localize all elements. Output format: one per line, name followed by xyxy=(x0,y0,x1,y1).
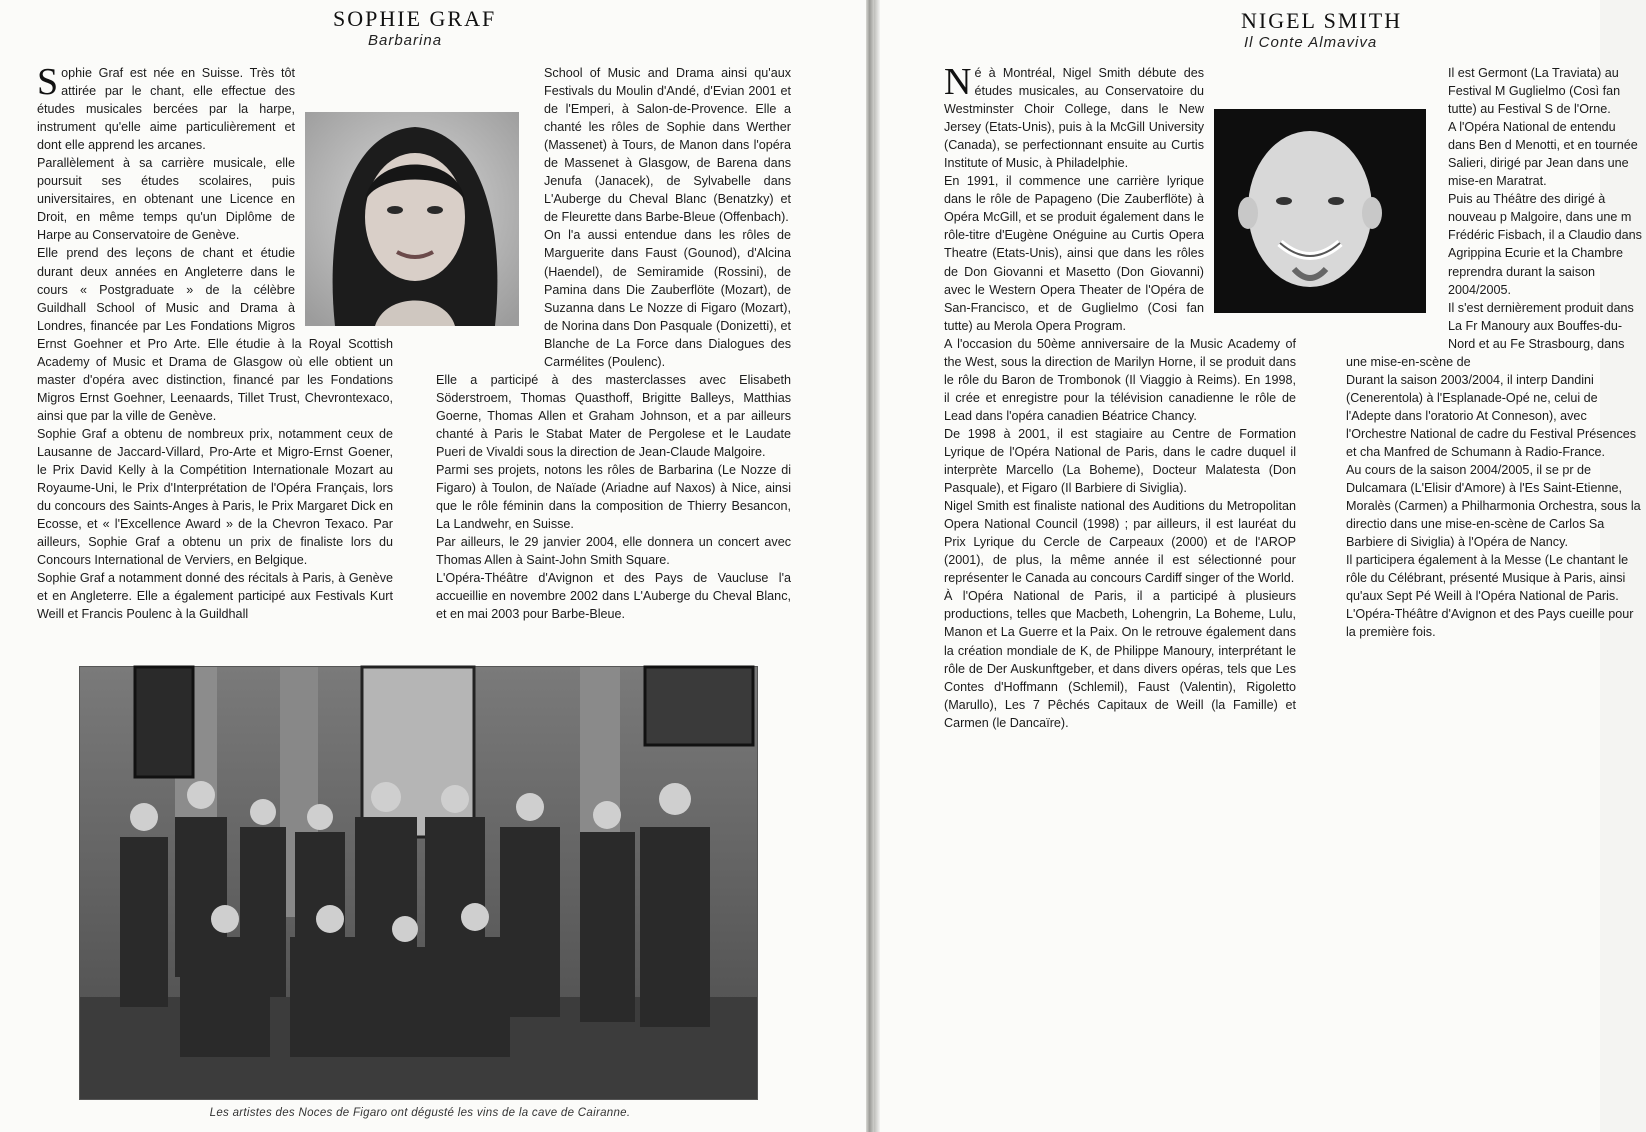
book-spine xyxy=(866,0,874,1132)
photo-caption: Les artistes des Noces de Figaro ont dégusté les vins de la cave de Cairanne. xyxy=(209,1107,631,1119)
paragraph: Puis au Théâtre des dirigé à nouveau p Malgoire, dans une m Frédéric Fisbach, il a Claudio dans Agrippina Ecurie et la Chambre reprendra durant la saison 2004/2005. xyxy=(1448,192,1642,297)
paragraph: Sophie Graf a obtenu de nombreux prix, notamment ceux de Lausanne de Jaccard-Villard, Pro-Arte et Migro-Ernst Goener, le Prix David Kelly à la Compétition Internationale Mozart au Royaume-Uni, le Prix d'Interprétation de l'Opéra Français, lors du concours des Saints-Anges à Paris, le Prix Margaret Dick en Ecosse, et « l'Excellence Award » de la Chevron Texaco. Par ailleurs, Sophie Graf a obtenu un prix de finaliste lors du Concours International de Verviers, en Belgique. xyxy=(37,426,393,568)
paragraph: Il participera également à la Messe (Le chantant le rôle du Célébrant, présenté Musique à Paris, ainsi qu'aux Sept Pé Weill à l'Opéra National de Paris. xyxy=(1346,553,1629,604)
singer-role-left: Barbarina xyxy=(368,32,443,49)
paragraph: Sophie Graf a notamment donné des récitals à Paris, à Genève et en Angleterre. Elle a également participé aux Festivals Kurt Weill et Francis Poulenc à la Guildhall xyxy=(37,571,393,622)
dropcap-s: S xyxy=(37,61,59,103)
paragraph: Durant la saison 2003/2004, il interp Dandini (Cenerentola) à l'Esplanade-Opé ne, celui de l'Adepte dans l'oratorio At Conneson), avec l'Orchestre National de cadre du Festival Présences et cha Manfred de Schumann à Radio-France. xyxy=(1346,372,1637,459)
paragraph: L'Opéra-Théâtre d'Avignon et des Pays de Vaucluse l'a accueillie en novembre 2002 dans L'Auberge du Cheval Blanc, et en mai 2003 pour Barbe-Bleue. xyxy=(436,571,791,622)
right-column-2 xyxy=(1346,64,1646,784)
paragraph: Il s'est dernièrement produit dans La Fr Manoury aux Bouffes-du-Nord et au Fe Strasbourg, dans une mise-en-scène de xyxy=(1346,300,1634,369)
paragraph: Parmi ses projets, notons les rôles de Barbarina (Le Nozze di Figaro) à Toulon, de Naïade (Ariadne auf Naxos) à Nice, ainsi que le rôle féminin dans la composition de Thierry Besancon, La Landwehr, en Suisse. xyxy=(436,463,791,532)
right-page xyxy=(874,0,1642,1132)
portrait-wrap-spacer xyxy=(436,94,544,366)
paragraph: Parallèlement à sa carrière musicale, elle poursuit ses études scolaires, puis universitaires, en obtenant une Licence en Droit, en même temps qu'un Diplôme de Harpe au Conservatoire de Genève. xyxy=(37,156,295,243)
paragraph: Elle a participé à des masterclasses avec Elisabeth Söderstroem, Thomas Quasthoff, Brigitte Balleys, Matthias Goerne, Thomas Allen et Graham Johnson, et a par ailleurs chanté à Paris le Stabat Mater de Pergolese et le Laudate Pueri de Vivaldi sous la direction de Jean-Claude Malgoire. xyxy=(436,372,791,459)
paragraph: En 1991, il commence une carrière lyrique dans le rôle de Papageno (Die Zauberflöte) à Opéra McGill, et se produit également dans le rôle-titre d'Eugène Onéguine au Curtis Opera Theatre (Etats-Unis), ainsi que dans les rôles de Don Giovanni et Masetto (Don Giovanni) avec le Western Opera Theater de l'Opéra de San-Francisco, et de Guglielmo (Cosi fan tutte) au Merola Opera Program. xyxy=(944,174,1204,333)
paragraph: A l'Opéra National de entendu dans Ben d Menotti, et en tournée Salieri, dirigé par Jean dans une mise-en Maratrat. xyxy=(1448,120,1638,189)
group-photo xyxy=(79,666,758,1100)
paragraph: Il est Germont (La Traviata) au Festival M Guglielmo (Così fan tutte) au Festival S de l'Orne. xyxy=(1448,66,1621,117)
paragraph: Elle prend des leçons de chant et étudie durant deux années en Angleterre dans le cours « Postgraduate » de la célèbre Guildhall School of Music and Drama à Londres, financée par Les Fondations Migros Ernst Goehner et Pro Arte. Elle étudie à la Royal Scottish Academy of Music et Drama de Glasgow où elle obtient un master d'opéra avec distinction, financé par les Fondations Migros Ernst Goehner, Leenaards, Tillet Trust, Chevrontexaco, ainsi que par la ville de Genève. xyxy=(37,246,393,423)
paragraph: é à Montréal, Nigel Smith débute des études musicales, au Conservatoire du Westminster Choir College, dans le New Jersey (Etats-Unis), puis à la McGill University (Canada), se perfectionnant ensuite au Curtis Institute of Music, à Philadelphie. xyxy=(944,66,1204,171)
paragraph: Au cours de la saison 2004/2005, il se pr de Dulcamara (L'Elisir d'Amore) à l'Es Saint-Etienne, Moralès (Carmen) a Philharmonia Orchestra, sous la directio dans une mise-en-scène de Carlos Sa Barbiere di Siviglia) à l'Opéra de Nancy. xyxy=(1346,463,1641,550)
dropcap-n: N xyxy=(944,61,972,103)
portrait-wrap-spacer xyxy=(1346,109,1448,337)
singer-name-left: SOPHIE GRAF xyxy=(333,6,497,31)
paragraph: À l'Opéra National de Paris, il a participé à plusieurs productions, telles que Macbeth, Lohengrin, La Boheme, Lulu, Manon et La Guerre et la Paix. On le retrouve également dans la création mondiale de K, de Philippe Manoury, interprétant le rôle de Der Auskunftgeber, et dans divers opéras, tels que Les Contes d'Hoffmann (Schlemil), Faust (Valentin), Rigoletto (Marullo), Les 7 Pêchés Capitaux de Weill (la Famille) et Carmen (le Dancaïre). xyxy=(944,589,1296,730)
paragraph: Par ailleurs, le 29 janvier 2004, elle donnera un concert avec Thomas Allen à Saint-John Smith Square. xyxy=(436,535,791,568)
right-column-1 xyxy=(944,61,1296,784)
paragraph: Nigel Smith est finaliste national des Auditions du Metropolitan Opera National Council (1998) ; par ailleurs, il est lauréat du Prix Lyrique du Cercle de Carpeaux (2000) et de l'AROP (2001), de plus, la même année il est sélectionné pour représenter le Canada au concours Cardiff singer of the World. xyxy=(944,499,1296,586)
singer-role-right: Il Conte Almaviva xyxy=(1244,34,1378,51)
paragraph: ophie Graf est née en Suisse. Très tôt attirée par le chant, elle effectue des études musicales bercées par la harpe, instrument qu'elle aime particulièrement et dont elle apprend les arcanes. xyxy=(37,66,295,153)
paragraph: De 1998 à 2001, il est stagiaire au Centre de Formation Lyrique de l'Opéra National de Paris, dans le cadre duquel il interprète Marcello (La Boheme), Docteur Malatesta (Don Pasquale), et Figaro (Il Barbiere di Siviglia). xyxy=(944,426,1296,496)
paragraph: On l'a aussi entendue dans les rôles de Marguerite dans Faust (Gounod), d'Alcina (Haendel), de Semiramide (Rossini), de Pamina dans Die Zauberflöte (Mozart), de Suzanna dans Le Nozze di Figaro (Mozart), de Norina dans Don Pasquale (Donizetti), et Blanche de La Force dans Dialogues des Carmélites (Poulenc). xyxy=(544,228,791,369)
left-column-2 xyxy=(436,64,791,644)
singer-name-right: NIGEL SMITH xyxy=(1241,8,1403,33)
paragraph: L'Opéra-Théâtre d'Avignon et des Pays cueille pour la première fois. xyxy=(1346,607,1634,640)
group-photo-image xyxy=(80,667,757,1099)
paragraph: School of Music and Drama ainsi qu'aux Festivals du Moulin d'Andé, d'Evian 2001 et de l'Emperi, à Salon-de-Provence. Elle a chanté les rôles de Sophie dans Werther (Massenet) à Tours, de Manon dans l'opéra de Massenet à Glasgow, de Barena dans Jenufa (Janacek), de Sylvabelle dans L'Auberge du Cheval Blanc (Benatzky) et de Fleurette dans Barbe-Bleue (Offenbach). xyxy=(544,66,791,225)
paragraph: A l'occasion du 50ème anniversaire de la Music Academy of the West, sous la direction de Marilyn Horne, il se produit dans le rôle du Baron de Trombonok (Il Viaggio à Reims). En 1998, il crée et enregistre pour la télévision canadienne le rôle de Lead dans l'opéra canadien Béatrice Chancy. xyxy=(944,336,1296,423)
left-column-1 xyxy=(37,61,393,644)
page-gutter xyxy=(874,0,880,1132)
